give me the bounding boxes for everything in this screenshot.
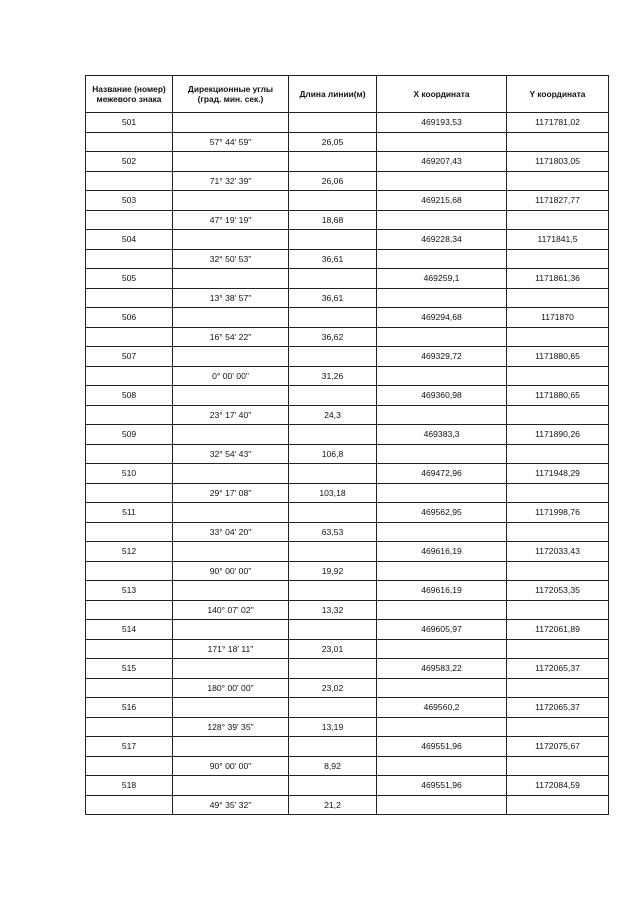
length-cell-empty	[289, 620, 377, 640]
point-name-cell: 504	[86, 230, 173, 250]
length-cell-empty	[289, 152, 377, 172]
angle-cell-empty	[173, 425, 289, 445]
segment-row	[86, 405, 609, 425]
point-row	[86, 191, 609, 211]
point-name-cell: 503	[86, 191, 173, 211]
length-cell-empty	[289, 308, 377, 328]
angle-cell-empty	[173, 230, 289, 250]
x-coordinate-cell: 469560,2	[377, 698, 507, 718]
length-cell-empty	[289, 347, 377, 367]
y-cell-empty	[507, 366, 609, 386]
name-cell-empty	[86, 561, 173, 581]
point-name-cell: 505	[86, 269, 173, 289]
x-cell-empty	[377, 717, 507, 737]
x-coordinate-cell: 469259,1	[377, 269, 507, 289]
segment-row	[86, 483, 609, 503]
header-line-length: Длина линии(м)	[289, 76, 377, 113]
y-coordinate-cell: 1171880,65	[507, 347, 609, 367]
x-coordinate-cell: 469472,96	[377, 464, 507, 484]
point-row	[86, 308, 609, 328]
point-row	[86, 620, 609, 640]
name-cell-empty	[86, 795, 173, 815]
y-coordinate-cell: 1172075,67	[507, 737, 609, 757]
length-cell-empty	[289, 698, 377, 718]
name-cell-empty	[86, 366, 173, 386]
angle-cell-empty	[173, 620, 289, 640]
segment-row	[86, 795, 609, 815]
y-coordinate-cell: 1171890,26	[507, 425, 609, 445]
y-coordinate-cell: 1171870	[507, 308, 609, 328]
y-coordinate-cell: 1171861,36	[507, 269, 609, 289]
y-cell-empty	[507, 678, 609, 698]
segment-row	[86, 600, 609, 620]
point-name-cell: 515	[86, 659, 173, 679]
direction-angle-cell: 33° 04' 20"	[173, 522, 289, 542]
header-point-name: Название (номер) межевого знака	[86, 76, 173, 113]
segment-row	[86, 444, 609, 464]
point-row	[86, 347, 609, 367]
direction-angle-cell: 90° 00' 00"	[173, 756, 289, 776]
y-cell-empty	[507, 639, 609, 659]
x-cell-empty	[377, 756, 507, 776]
name-cell-empty	[86, 249, 173, 269]
segment-row	[86, 366, 609, 386]
name-cell-empty	[86, 756, 173, 776]
point-name-cell: 511	[86, 503, 173, 523]
point-name-cell: 514	[86, 620, 173, 640]
x-cell-empty	[377, 444, 507, 464]
direction-angle-cell: 49° 35' 32"	[173, 795, 289, 815]
angle-cell-empty	[173, 191, 289, 211]
angle-cell-empty	[173, 698, 289, 718]
angle-cell-empty	[173, 464, 289, 484]
y-coordinate-cell: 1171781,02	[507, 113, 609, 133]
direction-angle-cell: 90° 00' 00"	[173, 561, 289, 581]
y-coordinate-cell: 1171998,76	[507, 503, 609, 523]
x-coordinate-cell: 469329,72	[377, 347, 507, 367]
angle-cell-empty	[173, 503, 289, 523]
x-coordinate-cell: 469228,34	[377, 230, 507, 250]
x-coordinate-cell: 469616,19	[377, 581, 507, 601]
x-cell-empty	[377, 405, 507, 425]
name-cell-empty	[86, 210, 173, 230]
segment-row	[86, 288, 609, 308]
length-cell-empty	[289, 464, 377, 484]
point-row	[86, 503, 609, 523]
x-cell-empty	[377, 327, 507, 347]
y-cell-empty	[507, 288, 609, 308]
y-cell-empty	[507, 210, 609, 230]
direction-angle-cell: 140° 07' 02"	[173, 600, 289, 620]
line-length-cell: 13,32	[289, 600, 377, 620]
point-row	[86, 581, 609, 601]
name-cell-empty	[86, 132, 173, 152]
point-name-cell: 510	[86, 464, 173, 484]
x-cell-empty	[377, 132, 507, 152]
segment-row	[86, 327, 609, 347]
length-cell-empty	[289, 542, 377, 562]
angle-cell-empty	[173, 581, 289, 601]
y-cell-empty	[507, 756, 609, 776]
length-cell-empty	[289, 386, 377, 406]
angle-cell-empty	[173, 113, 289, 133]
y-cell-empty	[507, 132, 609, 152]
point-row	[86, 269, 609, 289]
y-coordinate-cell: 1171827,77	[507, 191, 609, 211]
length-cell-empty	[289, 230, 377, 250]
direction-angle-cell: 180° 00' 00"	[173, 678, 289, 698]
y-cell-empty	[507, 795, 609, 815]
segment-row	[86, 171, 609, 191]
y-coordinate-cell: 1172084,59	[507, 776, 609, 796]
segment-row	[86, 678, 609, 698]
point-name-cell: 507	[86, 347, 173, 367]
y-cell-empty	[507, 405, 609, 425]
name-cell-empty	[86, 327, 173, 347]
y-coordinate-cell: 1172053,35	[507, 581, 609, 601]
x-coordinate-cell: 469360,98	[377, 386, 507, 406]
line-length-cell: 106,8	[289, 444, 377, 464]
point-row	[86, 542, 609, 562]
y-cell-empty	[507, 249, 609, 269]
line-length-cell: 103,18	[289, 483, 377, 503]
length-cell-empty	[289, 425, 377, 445]
segment-row	[86, 132, 609, 152]
point-name-cell: 509	[86, 425, 173, 445]
name-cell-empty	[86, 678, 173, 698]
direction-angle-cell: 13° 38' 57"	[173, 288, 289, 308]
direction-angle-cell: 71° 32' 39"	[173, 171, 289, 191]
segment-row	[86, 717, 609, 737]
x-cell-empty	[377, 483, 507, 503]
direction-angle-cell: 32° 54' 43"	[173, 444, 289, 464]
line-length-cell: 19,92	[289, 561, 377, 581]
point-row	[86, 737, 609, 757]
line-length-cell: 21,2	[289, 795, 377, 815]
point-row	[86, 776, 609, 796]
x-cell-empty	[377, 561, 507, 581]
angle-cell-empty	[173, 542, 289, 562]
angle-cell-empty	[173, 659, 289, 679]
name-cell-empty	[86, 405, 173, 425]
y-coordinate-cell: 1172065,37	[507, 698, 609, 718]
x-cell-empty	[377, 600, 507, 620]
boundary-coordinates-table	[85, 75, 609, 815]
segment-row	[86, 522, 609, 542]
y-cell-empty	[507, 522, 609, 542]
angle-cell-empty	[173, 269, 289, 289]
y-coordinate-cell: 1171803,05	[507, 152, 609, 172]
segment-row	[86, 756, 609, 776]
x-cell-empty	[377, 210, 507, 230]
name-cell-empty	[86, 288, 173, 308]
line-length-cell: 36,61	[289, 249, 377, 269]
point-name-cell: 502	[86, 152, 173, 172]
x-cell-empty	[377, 249, 507, 269]
length-cell-empty	[289, 269, 377, 289]
name-cell-empty	[86, 171, 173, 191]
x-coordinate-cell: 469616,19	[377, 542, 507, 562]
name-cell-empty	[86, 600, 173, 620]
header-direction-angle: Дирекционные углы (град. мин. сек.)	[173, 76, 289, 113]
header-row	[86, 76, 609, 113]
x-coordinate-cell: 469383,3	[377, 425, 507, 445]
line-length-cell: 24,3	[289, 405, 377, 425]
x-coordinate-cell: 469605,97	[377, 620, 507, 640]
direction-angle-cell: 171° 18' 11"	[173, 639, 289, 659]
x-coordinate-cell: 469551,96	[377, 737, 507, 757]
direction-angle-cell: 29° 17' 08"	[173, 483, 289, 503]
point-name-cell: 516	[86, 698, 173, 718]
point-row	[86, 464, 609, 484]
name-cell-empty	[86, 483, 173, 503]
length-cell-empty	[289, 737, 377, 757]
angle-cell-empty	[173, 776, 289, 796]
y-cell-empty	[507, 327, 609, 347]
point-row	[86, 659, 609, 679]
x-coordinate-cell: 469294,68	[377, 308, 507, 328]
line-length-cell: 23,02	[289, 678, 377, 698]
angle-cell-empty	[173, 308, 289, 328]
table-body	[86, 113, 609, 815]
line-length-cell: 26,05	[289, 132, 377, 152]
direction-angle-cell: 47° 19' 19"	[173, 210, 289, 230]
x-cell-empty	[377, 639, 507, 659]
y-coordinate-cell: 1172033,43	[507, 542, 609, 562]
y-cell-empty	[507, 561, 609, 581]
y-cell-empty	[507, 171, 609, 191]
point-row	[86, 230, 609, 250]
x-cell-empty	[377, 288, 507, 308]
name-cell-empty	[86, 639, 173, 659]
x-cell-empty	[377, 366, 507, 386]
point-row	[86, 698, 609, 718]
line-length-cell: 18,68	[289, 210, 377, 230]
length-cell-empty	[289, 503, 377, 523]
x-coordinate-cell: 469551,96	[377, 776, 507, 796]
y-cell-empty	[507, 444, 609, 464]
y-coordinate-cell: 1171880,65	[507, 386, 609, 406]
angle-cell-empty	[173, 152, 289, 172]
x-coordinate-cell: 469215,68	[377, 191, 507, 211]
segment-row	[86, 639, 609, 659]
angle-cell-empty	[173, 347, 289, 367]
point-name-cell: 517	[86, 737, 173, 757]
x-cell-empty	[377, 795, 507, 815]
line-length-cell: 36,61	[289, 288, 377, 308]
point-row	[86, 386, 609, 406]
x-cell-empty	[377, 522, 507, 542]
line-length-cell: 63,53	[289, 522, 377, 542]
length-cell-empty	[289, 581, 377, 601]
direction-angle-cell: 128° 39' 35"	[173, 717, 289, 737]
angle-cell-empty	[173, 737, 289, 757]
line-length-cell: 26,06	[289, 171, 377, 191]
y-coordinate-cell: 1172065,37	[507, 659, 609, 679]
point-name-cell: 518	[86, 776, 173, 796]
direction-angle-cell: 32° 50' 53"	[173, 249, 289, 269]
point-row	[86, 152, 609, 172]
segment-row	[86, 561, 609, 581]
x-coordinate-cell: 469207,43	[377, 152, 507, 172]
header-y-coordinate: Y координата	[507, 76, 609, 113]
x-coordinate-cell: 469583,22	[377, 659, 507, 679]
name-cell-empty	[86, 717, 173, 737]
direction-angle-cell: 57° 44' 59"	[173, 132, 289, 152]
y-coordinate-cell: 1172061,89	[507, 620, 609, 640]
y-coordinate-cell: 1171841,5	[507, 230, 609, 250]
y-cell-empty	[507, 600, 609, 620]
x-coordinate-cell: 469193,53	[377, 113, 507, 133]
x-cell-empty	[377, 171, 507, 191]
angle-cell-empty	[173, 386, 289, 406]
line-length-cell: 23,01	[289, 639, 377, 659]
point-row	[86, 425, 609, 445]
point-name-cell: 506	[86, 308, 173, 328]
line-length-cell: 8,92	[289, 756, 377, 776]
header-x-coordinate: X координата	[377, 76, 507, 113]
y-cell-empty	[507, 717, 609, 737]
point-name-cell: 508	[86, 386, 173, 406]
length-cell-empty	[289, 776, 377, 796]
line-length-cell: 36,62	[289, 327, 377, 347]
name-cell-empty	[86, 522, 173, 542]
direction-angle-cell: 23° 17' 40"	[173, 405, 289, 425]
point-name-cell: 513	[86, 581, 173, 601]
point-name-cell: 501	[86, 113, 173, 133]
segment-row	[86, 249, 609, 269]
point-row	[86, 113, 609, 133]
line-length-cell: 13,19	[289, 717, 377, 737]
name-cell-empty	[86, 444, 173, 464]
x-coordinate-cell: 469562,95	[377, 503, 507, 523]
line-length-cell: 31,26	[289, 366, 377, 386]
length-cell-empty	[289, 113, 377, 133]
segment-row	[86, 210, 609, 230]
direction-angle-cell: 0° 00' 00"	[173, 366, 289, 386]
y-coordinate-cell: 1171948,29	[507, 464, 609, 484]
y-cell-empty	[507, 483, 609, 503]
direction-angle-cell: 16° 54' 22"	[173, 327, 289, 347]
point-name-cell: 512	[86, 542, 173, 562]
length-cell-empty	[289, 659, 377, 679]
x-cell-empty	[377, 678, 507, 698]
length-cell-empty	[289, 191, 377, 211]
